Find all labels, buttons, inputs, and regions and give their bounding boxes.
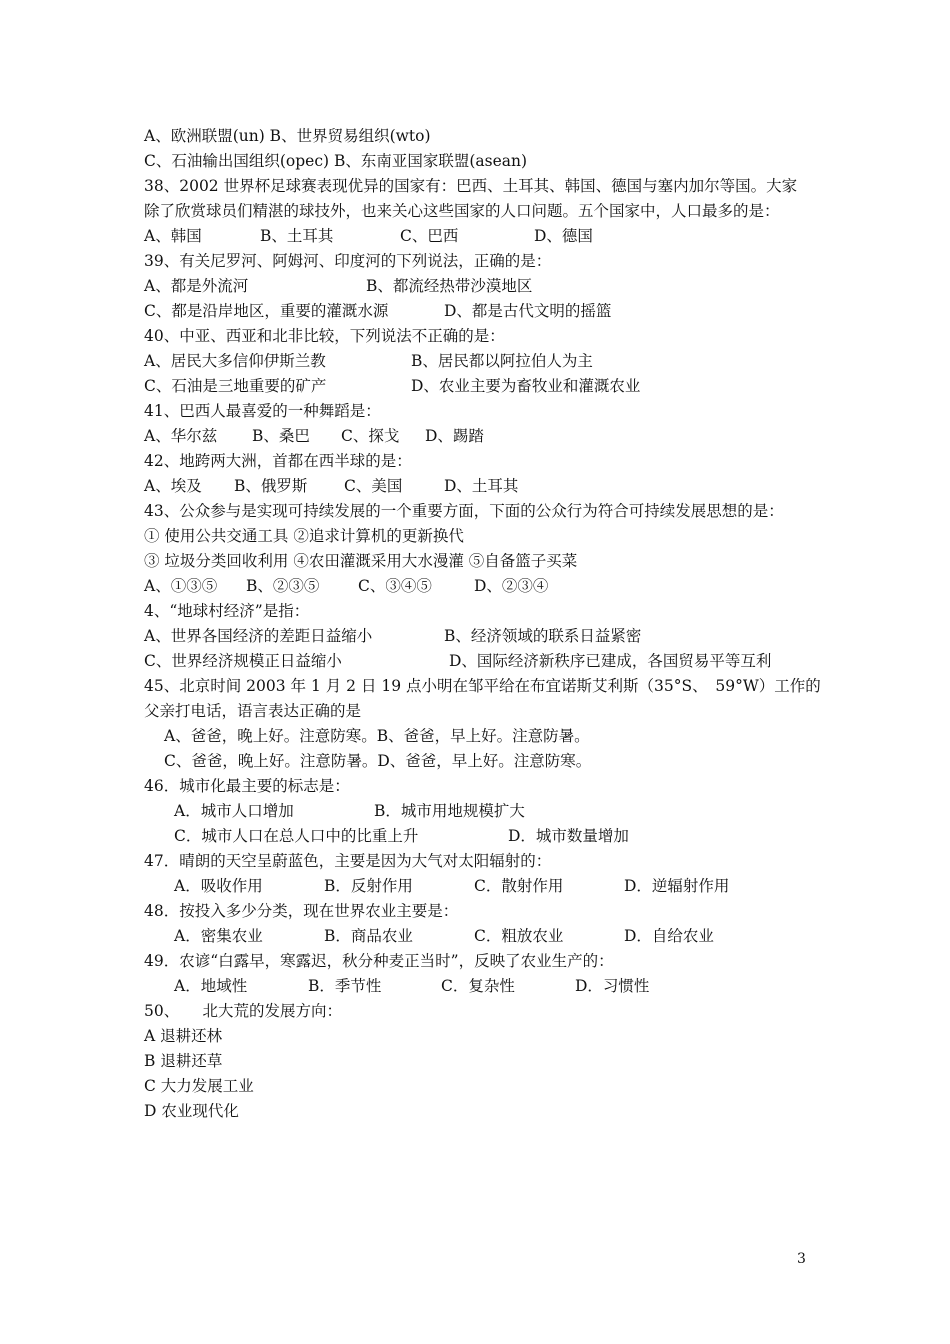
options-row <box>144 574 824 599</box>
option: B、都流经热带沙漠地区 <box>366 277 533 295</box>
option: C．复杂性 <box>441 977 515 995</box>
question-text: 43、公众参与是实现可持续发展的一个重要方面，下面的公众行为符合可持续发展思想的是： <box>144 502 784 520</box>
option-line: ③ 垃圾分类回收利用 ④农田灌溉采用大水漫灌 ⑤自备篮子买菜 <box>144 552 578 570</box>
question-text: 39、有关尼罗河、阿姆河、印度河的下列说法，正确的是： <box>144 252 552 270</box>
option: B．反射作用 <box>324 877 413 895</box>
option-line: A、爸爸，晚上好。注意防寒。B、爸爸，早上好。注意防暑。 <box>164 727 590 745</box>
question-text: 45、北京时间 2003 年 1 月 2 日 19 点小明在邹平给在布宜诺斯艾利斯（35°S、 59°W）工作的 <box>144 677 821 695</box>
option: A．密集农业 <box>174 927 263 945</box>
option: D、踢踏 <box>425 427 484 445</box>
option: D．逆辐射作用 <box>624 877 730 895</box>
question-text: 父亲打电话，语言表达正确的是 <box>144 702 362 720</box>
question-text: 50、 北大荒的发展方向： <box>144 1002 342 1020</box>
question-text: 47．晴朗的天空呈蔚蓝色，主要是因为大气对太阳辐射的： <box>144 852 552 870</box>
options-row <box>144 424 824 449</box>
option-line: C、石油输出国组织(opec) B、东南亚国家联盟(asean) <box>144 152 528 170</box>
option: D、土耳其 <box>444 477 519 495</box>
option: B．商品农业 <box>324 927 413 945</box>
option: C、③④⑤ <box>358 577 432 595</box>
option: A．吸收作用 <box>174 877 263 895</box>
options-row <box>144 624 824 649</box>
option: A．城市人口增加 <box>174 802 294 820</box>
options-row <box>144 474 824 499</box>
option: C．散射作用 <box>474 877 564 895</box>
option-line: ① 使用公共交通工具 ②追求计算机的更新换代 <box>144 527 464 545</box>
question-text: 4、“地球村经济”是指： <box>144 602 310 620</box>
options-row <box>144 924 824 949</box>
option: A、世界各国经济的差距日益缩小 <box>144 627 373 645</box>
option-line: A、欧洲联盟(un) B、世界贸易组织(wto) <box>144 127 431 145</box>
options-row <box>144 649 824 674</box>
option: A、埃及 <box>144 477 202 495</box>
option: A、华尔兹 <box>144 427 218 445</box>
question-text: 48．按投入多少分类，现在世界农业主要是： <box>144 902 459 920</box>
option: C、都是沿岸地区，重要的灌溉水源 <box>144 302 389 320</box>
options-row <box>144 224 824 249</box>
option: D．习惯性 <box>575 977 650 995</box>
options-row <box>144 299 824 324</box>
option: B、居民都以阿拉伯人为主 <box>411 352 593 370</box>
options-row <box>144 799 824 824</box>
option: D．自给农业 <box>624 927 714 945</box>
option: D、国际经济新秩序已建成，各国贸易平等互利 <box>449 652 772 670</box>
option: B、俄罗斯 <box>234 477 308 495</box>
option-line: D 农业现代化 <box>144 1102 239 1120</box>
option: B、桑巴 <box>252 427 310 445</box>
option: D、都是古代文明的摇篮 <box>444 302 612 320</box>
options-row <box>144 874 824 899</box>
option: C．城市人口在总人口中的比重上升 <box>174 827 419 845</box>
page-number: 3 <box>797 1251 806 1267</box>
option-line: A 退耕还林 <box>144 1027 223 1045</box>
question-text: 41、巴西人最喜爱的一种舞蹈是： <box>144 402 381 420</box>
question-list <box>144 124 824 1124</box>
option: A、居民大多信仰伊斯兰教 <box>144 352 326 370</box>
option: B、②③⑤ <box>246 577 320 595</box>
question-text: 38、2002 世界杯足球赛表现优异的国家有：巴西、土耳其、韩国、德国与塞内加尔等国。大家 <box>144 177 798 195</box>
option: B、土耳其 <box>260 227 334 245</box>
question-text: 除了欣赏球员们精湛的球技外，也来关心这些国家的人口问题。五个国家中，人口最多的是： <box>144 202 780 220</box>
options-row <box>144 374 824 399</box>
option: B．城市用地规模扩大 <box>374 802 525 820</box>
options-row <box>144 824 824 849</box>
option: B、经济领域的联系日益紧密 <box>444 627 642 645</box>
option: D、农业主要为畜牧业和灌溉农业 <box>411 377 641 395</box>
option-line: C、爸爸，晚上好。注意防暑。D、爸爸，早上好。注意防寒。 <box>164 752 592 770</box>
question-text: 40、中亚、西亚和北非比较，下列说法不正确的是： <box>144 327 505 345</box>
option: C、石油是三地重要的矿产 <box>144 377 327 395</box>
options-row <box>144 974 824 999</box>
option-line: C 大力发展工业 <box>144 1077 254 1095</box>
question-text: 42、地跨两大洲，首都在西半球的是： <box>144 452 412 470</box>
option: A、韩国 <box>144 227 202 245</box>
option: C、美国 <box>344 477 403 495</box>
option: D、德国 <box>534 227 593 245</box>
option: A、都是外流河 <box>144 277 249 295</box>
option: C、世界经济规模正日益缩小 <box>144 652 342 670</box>
question-text: 49．农谚“白露早，寒露迟，秋分种麦正当时”，反映了农业生产的： <box>144 952 614 970</box>
option: A、①③⑤ <box>144 577 218 595</box>
question-text: 46．城市化最主要的标志是： <box>144 777 350 795</box>
option-line: B 退耕还草 <box>144 1052 223 1070</box>
option: C．粗放农业 <box>474 927 564 945</box>
option: C、探戈 <box>341 427 400 445</box>
options-row <box>144 349 824 374</box>
option: A．地域性 <box>174 977 248 995</box>
options-row <box>144 274 824 299</box>
option: B．季节性 <box>308 977 382 995</box>
option: D、②③④ <box>474 577 549 595</box>
option: D．城市数量增加 <box>508 827 629 845</box>
option: C、巴西 <box>400 227 459 245</box>
